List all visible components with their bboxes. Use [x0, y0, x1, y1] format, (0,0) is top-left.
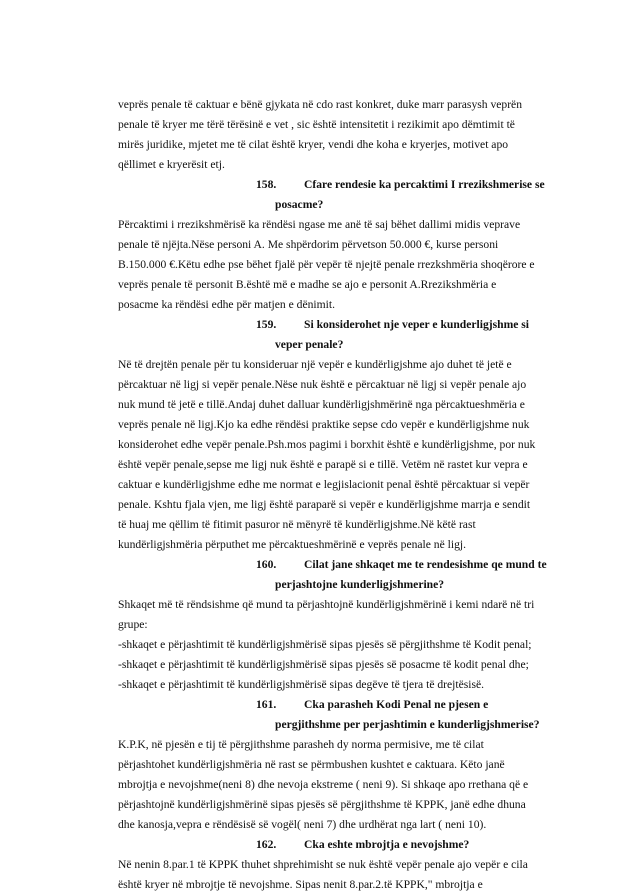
- paragraph-line: veprës penale në ligj.Kjo ka edhe rëndësi praktike sepse cdo vepër e kundërligjshme nuk: [118, 418, 530, 431]
- paragraph-line: mbrojtja e nevojshme(neni 8) dhe nevoja ekstreme ( neni 9). Si shkaqe apo rrethana që e: [118, 778, 529, 791]
- paragraph-line: mirës juridike, mjetet me të cilat është kryer, vendi dhe koha e kryerjes, motivet apo: [118, 138, 509, 151]
- paragraph-line: Në të drejtën penale për tu konsideruar një vepër e kundërligjshme ajo duhet të jetë e: [118, 358, 512, 371]
- question-number: 161.: [256, 698, 277, 711]
- paragraph-line: nuk mund të jetë e tillë.Andaj duhet dalluar kundërligjshmërinë nga përcaktueshmëria e: [118, 398, 525, 411]
- question-heading: [118, 835, 538, 855]
- question-text: pergjithshme per perjashtimin e kunderligjshmerise?: [275, 718, 540, 731]
- paragraph-line: përjashtohet kundërligjshmëria në rast se përmbushen kushtet e caktuara. Këto janë: [118, 758, 505, 771]
- paragraph-line: Përcaktimi i rrezikshmërisë ka rëndësi ngase me anë të saj bëhet dallimi midis veprave: [118, 218, 521, 231]
- paragraph: [118, 215, 538, 315]
- question-number: 158.: [256, 178, 277, 191]
- question-text: posacme?: [275, 198, 324, 211]
- paragraph: [118, 595, 538, 695]
- paragraph-line: të huaj me qëllim të fitimit pasuror në mënyrë të kundërligjshme.Në këtë rast: [118, 518, 476, 531]
- question-text: Cilat jane shkaqet me te rendesishme qe mund te: [304, 558, 547, 571]
- question-heading: [118, 695, 538, 735]
- paragraph-line: caktuar e kundërligjshme edhe me normat e legjislacionit penal është përcaktuar si vepër: [118, 478, 530, 491]
- paragraph-line: qëllimet e kryerësit etj.: [118, 158, 225, 171]
- paragraph-line: grupe:: [118, 618, 148, 631]
- question-text: Si konsiderohet nje veper e kunderligjshme si: [304, 318, 530, 331]
- paragraph-line: K.P.K, në pjesën e tij të përgjithshme parasheh dy norma permisive, me të cilat: [118, 738, 484, 751]
- paragraph-line: Në nenin 8.par.1 të KPPK thuhet shprehimisht se nuk është vepër penale ajo vepër e cila: [118, 858, 528, 871]
- paragraph-line: B.150.000 €.Këtu edhe pse bëhet fjalë për vepër të njejtë penale rrezkshmëria shoqërore e: [118, 258, 535, 271]
- question-text: perjashtojne kunderligjshmerine?: [275, 578, 445, 591]
- paragraph-line: konsiderohet edhe vepër penale.Psh.mos pagimi i borxhit është e kundërligjshme, por nuk: [118, 438, 536, 451]
- question-text: Cka eshte mbrojtja e nevojshme?: [304, 838, 470, 851]
- paragraph-line: kundërligjshmëria përputhet me përcaktueshmërinë e veprës penale në ligj.: [118, 538, 466, 551]
- question-text: Cfare rendesie ka percaktimi I rrezikshmerise se: [304, 178, 545, 191]
- paragraph-line: veprës penale të caktuar e bënë gjykata në cdo rast konkret, duke marr parasysh veprën: [118, 98, 522, 111]
- paragraph: [118, 855, 538, 895]
- question-heading: [118, 175, 545, 215]
- paragraph: [118, 735, 538, 835]
- paragraph-line: Shkaqet më të rëndsishme që mund ta përjashtojnë kundërligjshmërinë i kemi ndarë në tri: [118, 598, 535, 611]
- paragraph-line: posacme ka rëndësi edhe për matjen e dënimit.: [118, 298, 335, 311]
- question-number: 159.: [256, 318, 277, 331]
- paragraph-line: -shkaqet e përjashtimit të kundërligjshmërisë sipas pjesës së posacme të kodit penal dhe;: [118, 658, 529, 671]
- paragraph-line: -shkaqet e përjashtimit të kundërligjshmërisë sipas pjesës së përgjithshme të Kodit penal;: [118, 638, 532, 651]
- question-number: 160.: [256, 558, 277, 571]
- paragraph-line: është kryer në mbrojtje të nevojshme. Sipas nenit 8.par.2.të KPPK," mbrojtja e: [118, 878, 483, 891]
- paragraph-line: veprës penale të personit B.është më e madhe se ajo e personit A.Rrezikshmëria e: [118, 278, 497, 291]
- question-number: 162.: [256, 838, 277, 851]
- paragraph: [118, 355, 538, 555]
- document-page: [118, 95, 547, 895]
- paragraph-line: dhe kanosja,vepra e rëndësisë së vogël( neni 7) dhe urdhërat nga lart ( neni 10).: [118, 818, 487, 831]
- paragraph-line: përjashtojnë kundërligjshmërinë sipas pjesës së përgjithshme të KPPK, janë edhe dhuna: [118, 798, 526, 811]
- paragraph-line: përcaktuar në ligj si vepër penale.Nëse nuk është e përcaktuar në ligj si vepër penale ajo: [118, 378, 527, 391]
- paragraph: [118, 95, 538, 175]
- question-heading: [118, 315, 538, 355]
- paragraph-line: penale të kryer me tërë tërësinë e vet , sic është intensitetit i rezikimit apo dëmtimit të: [118, 118, 515, 131]
- paragraph-line: penale të njëjta.Nëse personi A. Me shpërdorim përvetson 50.000 €, kurse personi: [118, 238, 499, 251]
- paragraph-line: është vepër penale,sepse me ligj nuk është e parapë si e tillë. Vetëm në rastet kur vepra e: [118, 458, 528, 471]
- paragraph-line: -shkaqet e përjashtimit të kundërligjshmërisë sipas degëve të tjera të drejtësisë.: [118, 678, 485, 691]
- question-text: Cka parasheh Kodi Penal ne pjesen e: [304, 698, 489, 711]
- question-heading: [118, 555, 547, 595]
- question-text: veper penale?: [275, 338, 344, 351]
- paragraph-line: penale. Kshtu fjala vjen, me ligj është paraparë si vepër e kundërligjshme marrja e sendit: [118, 498, 531, 511]
